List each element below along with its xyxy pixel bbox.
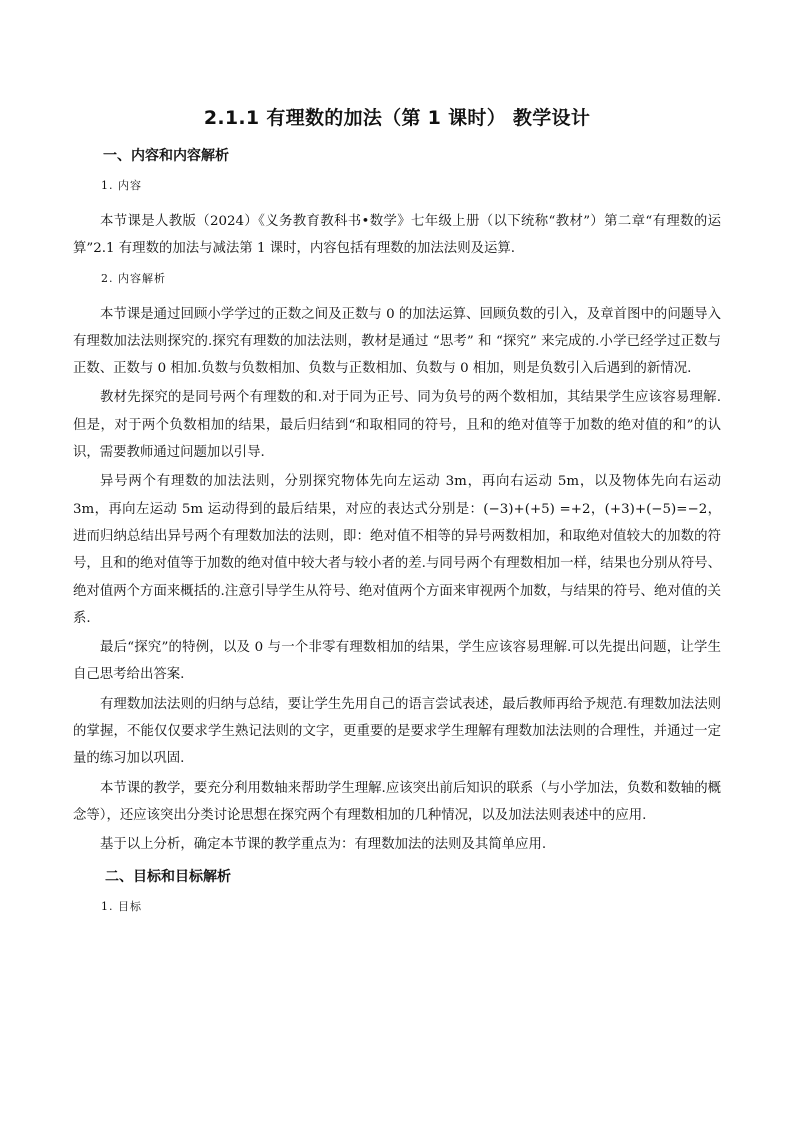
subheading-goals: 1. 目标 [101,899,142,913]
section-heading-goals: 二、目标和目标解析 [105,868,231,885]
subheading-analysis: 2. 内容解析 [101,271,166,285]
analysis-paragraph-1: 本节课是通过回顾小学学过的正数之间及正数与 0 的加法运算、回顾负数的引入，及章首图中的问题导入有理数加法法则探究的.探究有理数的加法法则，教材是通过 “思考” 和 “探究” 来完成的.小学已经学过正数与正数、正数与 0 相加.负数与负数相加、负数与正数相加、负数与 0 相加，则是负数引入后遇到的新情况. [73,306,721,377]
section-heading-content: 一、内容和内容解析 [103,148,229,164]
analysis-paragraph-2: 教材先探究的是同号两个有理数的和.对于同为正号、同为负号的两个数相加，其结果学生应该容易理解.但是，对于两个负数相加的结果，最后归结到“和取相同的符号，且和的绝对值等于加数的绝对值的和”的认识，需要教师通过问题加以引导. [73,390,721,461]
subheading-content: 1. 内容 [101,179,142,192]
analysis-paragraph-6: 本节课的教学，要充分利用数轴来帮助学生理解.应该突出前后知识的联系（与小学加法，负数和数轴的概念等），还应该突出分类讨论思想在探究两个有理数相加的几种情况，以及加法法则表述中的应用. [73,780,721,823]
analysis-paragraph-7: 基于以上分析，确定本节课的教学重点为：有理数加法的法则及其简单应用. [100,837,547,853]
document-title: 2.1.1 有理数的加法（第 1 课时） 教学设计 [203,107,591,129]
analysis-paragraph-4: 最后“探究”的特例，以及 0 与一个非零有理数相加的结果，学生应该容易理解.可以先提出问题，让学生自己思考给出答案. [73,640,721,683]
analysis-paragraph-3: 异号两个有理数的加法法则，分别探究物体先向左运动 3m，再向右运动 5m，以及物体先向右运动 3m，再向左运动 5m 运动得到的最后结果，对应的表达式分别是：(−3)+(+5) =+2，(+3)+(−5)=−2，进而归纳总结出异号两个有理数加法的法则，即：绝对值不相等的异号两数相加，和取绝对值较大的加数的符号，且和的绝对值等于加数的绝对值中较大者与较小者的差.与同号两个有理数相加一样，结果也分别从符号、绝对值两个方面来概括的.注意引导学生从符号、绝对值两个方面来审视两个加数，与结果的符号、绝对值的关系. [73,474,721,626]
document-body [73,146,721,929]
content-paragraph: 本节课是人教版（2024）《义务教育教科书•数学》七年级上册（以下统称“教材”）第二章“有理数的运算”2.1 有理数的加法与减法第 1 课时，内容包括有理数的加法法则及运算. [73,214,721,257]
analysis-paragraph-5: 有理数加法法则的归纳与总结，要让学生先用自己的语言尝试表述，最后教师再给予规范.有理数加法法则的掌握，不能仅仅要求学生熟记法则的文字，更重要的是要求学生理解有理数加法法则的合理性，并通过一定量的练习加以巩固. [73,696,721,767]
